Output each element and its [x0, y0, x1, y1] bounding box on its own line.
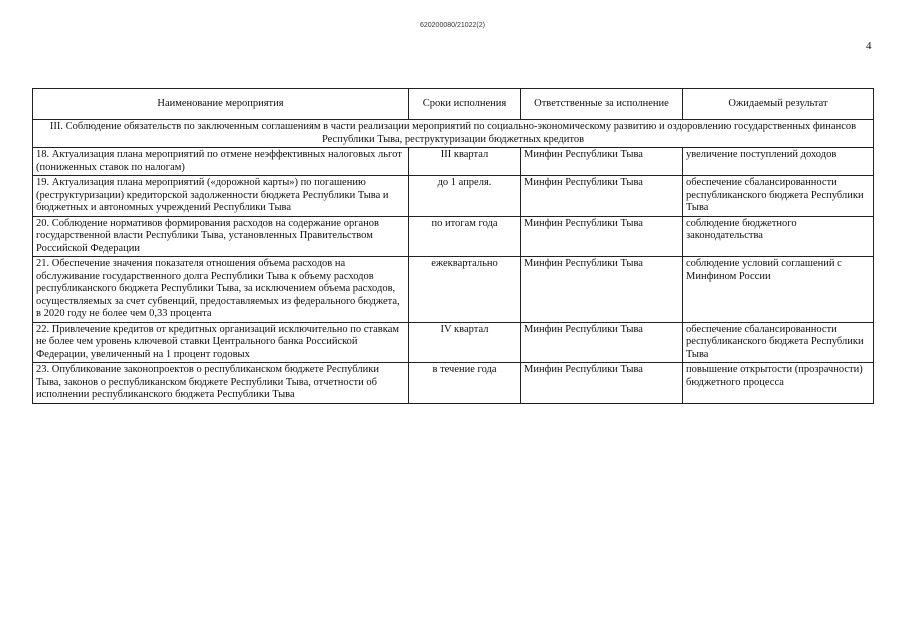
measure-name: 21. Обеспечение значения показателя отношения объема расходов на обслуживание государственного долга Республики Тыва к объему расходов республиканского бюджета Республики Тыва, за исключением объема расходов, осуществляемых за счет субвенций, предоставляемых из федерального бюджета, в 2020 году не более чем 0,33 процента — [33, 257, 409, 323]
measure-term: по итогам года — [409, 216, 521, 257]
measure-name: 20. Соблюдение нормативов формирования расходов на содержание органов государственной власти Республики Тыва, установленных Правительством Российской Федерации — [33, 216, 409, 257]
header-result: Ожидаемый результат — [683, 89, 874, 120]
measures-table — [32, 88, 874, 404]
header-responsible: Ответственные за исполнение — [521, 89, 683, 120]
measure-responsible: Минфин Республики Тыва — [521, 322, 683, 363]
measure-term: до 1 апреля. — [409, 176, 521, 217]
header-name: Наименование мероприятия — [33, 89, 409, 120]
table-row — [33, 176, 874, 217]
table-row — [33, 322, 874, 363]
measure-name: 23. Опубликование законопроектов о республиканском бюджете Республики Тыва, законов о республиканском бюджете Республики Тыва, отчетности об исполнении республиканского бюджета Республики Тыва — [33, 363, 409, 404]
measure-term: ежеквартально — [409, 257, 521, 323]
measure-result: соблюдение бюджетного законодательства — [683, 216, 874, 257]
table-row — [33, 216, 874, 257]
table-row — [33, 148, 874, 176]
measure-responsible: Минфин Республики Тыва — [521, 148, 683, 176]
measure-term: IV квартал — [409, 322, 521, 363]
measure-term: в течение года — [409, 363, 521, 404]
table-header-row — [33, 89, 874, 120]
measure-responsible: Минфин Республики Тыва — [521, 216, 683, 257]
measure-result: увеличение поступлений доходов — [683, 148, 874, 176]
measure-responsible: Минфин Республики Тыва — [521, 176, 683, 217]
measure-result: обеспечение сбалансированности республиканского бюджета Республики Тыва — [683, 176, 874, 217]
measure-result: обеспечение сбалансированности республиканского бюджета Республики Тыва — [683, 322, 874, 363]
measure-name: 19. Актуализация плана мероприятий («дорожной карты») по погашению (реструктуризации) кредиторской задолженности бюджета Республики Тыва и бюджетных и автономных учреждений Республики Тыва — [33, 176, 409, 217]
page-number: 4 — [866, 40, 872, 52]
section-title: III. Соблюдение обязательств по заключенным соглашениям в части реализации мероприятий по социально-экономическому развитию и оздоровлению государственных финансов Республики Тыва, реструктуризации бюджетных кредитов — [33, 120, 874, 148]
header-term: Сроки исполнения — [409, 89, 521, 120]
measure-result: повышение открытости (прозрачности) бюджетного процесса — [683, 363, 874, 404]
measure-term: III квартал — [409, 148, 521, 176]
table-row — [33, 257, 874, 323]
measure-name: 22. Привлечение кредитов от кредитных организаций исключительно по ставкам не более чем уровень ключевой ставки Центрального банка Российской Федерации, увеличенный на 1 процент годовых — [33, 322, 409, 363]
measure-responsible: Минфин Республики Тыва — [521, 257, 683, 323]
measure-result: соблюдение условий соглашений с Минфином России — [683, 257, 874, 323]
document-id: 620200080/21022(2) — [419, 22, 485, 29]
measure-responsible: Минфин Республики Тыва — [521, 363, 683, 404]
section-row — [33, 120, 874, 148]
measure-name: 18. Актуализация плана мероприятий по отмене неэффективных налоговых льгот (пониженных ставок по налогам) — [33, 148, 409, 176]
table-row — [33, 363, 874, 404]
